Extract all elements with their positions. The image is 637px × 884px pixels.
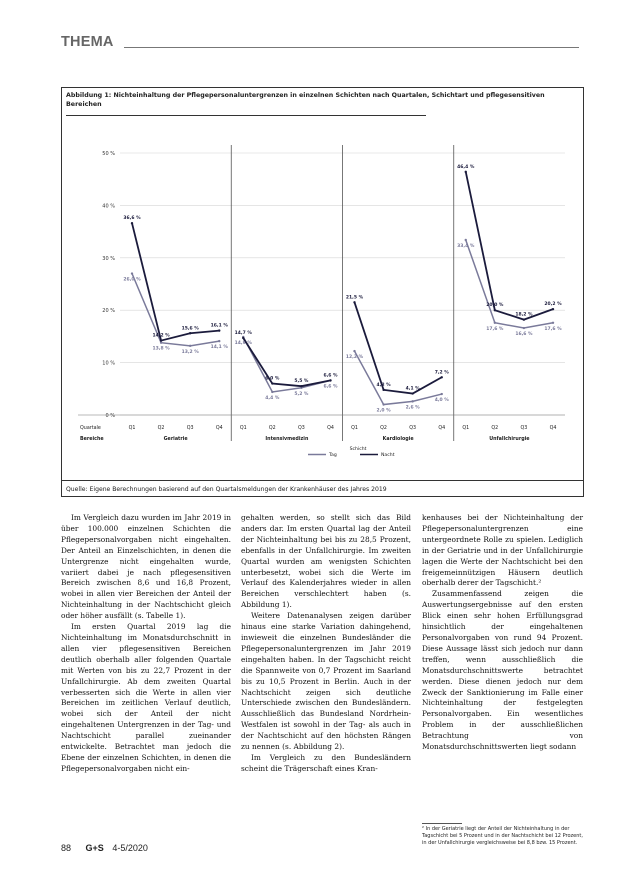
data-point-tag	[189, 345, 191, 347]
data-point-nacht	[329, 379, 331, 381]
data-point-nacht	[353, 301, 355, 303]
paragraph: Im Vergleich dazu wurden im Jahr 2019 in über 100.000 einzelnen Schichten die Pflegepersonalvorgaben nicht eingehalten. Der Anteil an Einzelschichten, in denen die Untergrenze nicht eingehalten wurde, variiert dabei je nach pflegesensitiven Bereich zwischen 8,6 und 16,8 Prozent, wobei in allen vier Bereichen der Anteil der Nichteinhaltung in der Nachtschicht gleich oder höher ausfällt (s. Tabelle 1).	[61, 513, 231, 621]
y-tick-label: 40 %	[102, 203, 115, 210]
journal-logo: G+S	[85, 843, 104, 853]
data-label: 13,8 %	[152, 346, 170, 352]
data-point-nacht	[271, 382, 273, 384]
area-label: Geriatrie	[163, 437, 188, 442]
data-label: 20,2 %	[544, 302, 562, 308]
data-point-nacht	[242, 337, 244, 339]
data-label: 14,9 %	[234, 340, 252, 346]
x-tick-label: Q3	[298, 426, 305, 431]
text-column-3	[422, 513, 583, 753]
data-point-nacht	[494, 309, 496, 311]
data-point-tag	[353, 350, 355, 352]
data-label: 4,0 %	[434, 398, 449, 404]
x-tick-label: Q2	[380, 426, 387, 431]
figure-source-rule	[62, 480, 583, 481]
data-point-tag	[465, 239, 467, 241]
data-label: 46,4 %	[457, 164, 475, 170]
data-label: 4,1 %	[405, 386, 420, 392]
x-tick-label: Q1	[239, 426, 247, 431]
data-label: 14,7 %	[234, 330, 252, 336]
data-label: 5,5 %	[294, 379, 309, 385]
paragraph: Im ersten Quartal 2019 lag die Nichteinhaltung im Monatsdurchschnitt in allen vier pflegesensitiven Bereichen deutlich oberhalb aller folgenden Quartale mit Werten von bis zu 22,7 Prozent in der Unfallchirurgie. Ab dem zweiten Quartal verbesserten sich die Werte in allen vier Bereichen im zeitlichen Verlauf deutlich, wobei sich der Anteil der nicht eingehaltenen Untergrenzen in der Tag- und Nachtschicht parallel zueinander entwickelte. Betrachtet man jedoch die Ebene der einzelnen Schichten, in denen die Pflegepersonalvorgaben nicht ein-	[61, 622, 231, 773]
data-point-tag	[523, 327, 525, 329]
data-label: 2,0 %	[376, 408, 391, 414]
data-point-nacht	[441, 376, 443, 378]
issue-number: 4-5/2020	[112, 843, 148, 853]
paragraph: Zusammenfassend zeigen die Auswertungsergebnisse auf den ersten Blick einen sehr hohen Erfüllungsgrad hinsichtlich der eingehaltenen Personalvorgaben von rund 94 Prozent. Diese Aussage lässt sich jedoch nur dann treffen, wenn ausschließlich die Monatsdurchschnittswerte betrachtet werden. Diese dienen jedoch nur dem Zweck der Sanktionierung im Falle einer Nichteinhaltung der festgelegten Personalvorgaben. Ein wesentliches Problem in der ausschließlichen Betrachtung von Monatsdurchschnittswerten liegt sodann	[422, 589, 583, 752]
text-column-2	[241, 513, 411, 775]
y-tick-label: 0 %	[105, 413, 115, 419]
data-point-tag	[552, 322, 554, 324]
series-line-nacht	[355, 302, 442, 393]
data-point-tag	[218, 340, 220, 342]
page-footer	[61, 843, 148, 853]
data-point-tag	[131, 272, 133, 274]
figure-source: Quelle: Eigene Berechnungen basierend auf den Quartalsmeldungen der Krankenhäuser des Jahres 2019	[66, 486, 387, 493]
x-tick-label: Q4	[438, 426, 446, 431]
x-tick-label: Q3	[409, 426, 417, 431]
data-point-nacht	[218, 329, 220, 331]
data-label: 33,4 %	[457, 243, 475, 249]
data-label: 14,1 %	[210, 345, 228, 351]
paragraph: gehalten werden, so stellt sich das Bild anders dar. Im ersten Quartal lag der Anteil der Nichteinhaltung bei bis zu 28,5 Prozent, ebenfalls in der Unfallchirurgie. Im zweiten Quartal wurden am wenigsten Schichten unterbesetzt, wobei sich die Werte im Verlauf des Kalenderjahres wieder in allen Bereichen verschlechtert haben (s. Abbildung 1).	[241, 513, 411, 610]
x-tick-label: Q3	[520, 426, 528, 431]
legend-title: Schicht	[349, 447, 367, 452]
legend-label: Nacht	[381, 453, 395, 458]
footnote: ² In der Geriatrie liegt der Anteil der Nichteinhaltung in der Tagschicht bei 5 Prozent und in der Nachtschicht bei 12 Prozent, in der Unfallchirurgie vergleichsweise bei 8,8 bzw. 15 Prozent.	[422, 826, 583, 846]
data-point-nacht	[411, 392, 413, 394]
row-label-areas: Bereiche	[80, 437, 104, 442]
data-label: 15,6 %	[181, 326, 199, 332]
figure-1	[61, 87, 584, 497]
x-tick-label: Q2	[268, 426, 276, 431]
data-point-tag	[494, 322, 496, 324]
x-tick-label: Q1	[462, 426, 470, 431]
data-point-tag	[441, 393, 443, 395]
data-point-tag	[160, 341, 162, 343]
row-label-quarters: Quartale	[80, 426, 101, 431]
header-rule	[124, 47, 579, 48]
data-label: 17,6 %	[486, 326, 504, 332]
data-label: 5,2 %	[294, 391, 309, 397]
data-label: 36,6 %	[123, 216, 141, 222]
x-tick-label: Q2	[491, 426, 499, 431]
series-line-nacht	[466, 172, 553, 320]
x-tick-label: Q4	[327, 426, 334, 431]
data-label: 16,6 %	[515, 332, 533, 338]
x-tick-label: Q4	[549, 426, 557, 431]
data-point-tag	[411, 400, 413, 402]
text-column-1	[61, 513, 231, 775]
data-label: 18,2 %	[515, 312, 533, 318]
series-line-tag	[355, 351, 442, 404]
x-tick-label: Q2	[157, 426, 165, 431]
area-label: Unfallchirurgie	[489, 437, 530, 442]
data-label: 2,6 %	[405, 405, 420, 411]
area-label: Intensivmedizin	[265, 437, 309, 442]
data-point-nacht	[160, 339, 162, 341]
x-tick-label: Q3	[186, 426, 194, 431]
data-label: 4,8 %	[376, 382, 391, 388]
data-label: 14,2 %	[152, 333, 170, 339]
series-line-tag	[132, 274, 219, 346]
area-label: Kardiologie	[382, 437, 414, 442]
paragraph: Weitere Datenanalysen zeigen darüber hinaus eine starke Variation dahingehend, inwieweit die einzelnen Bundesländer die Pflegepersonaluntergrenzen im Jahr 2019 eingehalten haben. In der Tagschicht reicht die Spannweite von 0,7 Prozent im Saarland bis zu 10,5 Prozent in Berlin. Auch in der Nachtschicht zeigen sich deutliche Unterschiede zwischen den Bundesländern. Ausschließlich das Bundesland Nordrhein-Westfalen ist sowohl in der Tag- als auch in der Nachtschicht auf den höchsten Rängen zu nennen (s. Abbildung 2).	[241, 611, 411, 752]
footnote-rule	[422, 823, 462, 824]
data-label: 16,1 %	[210, 323, 228, 329]
data-label: 6,6 %	[323, 384, 338, 390]
data-label: 21,5 %	[345, 295, 364, 301]
data-label: 20,0 %	[486, 303, 504, 309]
data-point-nacht	[131, 222, 133, 224]
data-label: 6,6 %	[323, 373, 338, 379]
data-point-tag	[271, 391, 273, 393]
figure-title: Abbildung 1: Nichteinhaltung der Pflegepersonaluntergrenzen in einzelnen Schichten nach Quartalen, Schichtart und pflegesensitiven Bereichen	[66, 92, 545, 108]
data-point-tag	[382, 403, 384, 405]
x-tick-label: Q1	[351, 426, 358, 431]
data-label: 4,4 %	[265, 395, 280, 401]
legend-label: Tag	[329, 453, 337, 458]
y-tick-label: 20 %	[102, 308, 115, 315]
data-label: 17,6 %	[544, 326, 562, 332]
section-header-thema: THEMA	[61, 34, 114, 50]
page-number: 88	[61, 843, 72, 853]
data-point-nacht	[465, 171, 467, 173]
data-label: 7,2 %	[434, 370, 449, 376]
data-point-nacht	[523, 318, 525, 320]
paragraph: kenhauses bei der Nichteinhaltung der Pflegepersonaluntergrenzen eine untergeordnete Rolle zu spielen. Lediglich in der Geriatrie und in der Unfallchirurgie lagen die Werte der Nachtschicht bei den freigemeinnützigen Häusern deutlich oberhalb derer der Tagschicht.²	[422, 513, 583, 588]
data-point-nacht	[189, 332, 191, 334]
line-chart	[62, 88, 585, 498]
paragraph: Im Vergleich zu den Bundesländern scheint die Trägerschaft eines Kran-	[241, 752, 411, 773]
data-label: 26,0 %	[123, 277, 141, 283]
x-tick-label: Q4	[215, 426, 223, 431]
data-label: 13,2 %	[181, 349, 199, 355]
y-tick-label: 30 %	[102, 255, 115, 262]
data-point-nacht	[300, 385, 302, 387]
data-label: 12,2 %	[345, 355, 364, 361]
data-point-nacht	[552, 308, 554, 310]
data-point-nacht	[382, 389, 384, 391]
series-line-nacht	[132, 223, 219, 340]
y-tick-label: 50 %	[102, 151, 115, 157]
x-tick-label: Q1	[128, 426, 136, 431]
data-label: 6,0 %	[265, 376, 280, 382]
y-tick-label: 10 %	[102, 360, 115, 367]
